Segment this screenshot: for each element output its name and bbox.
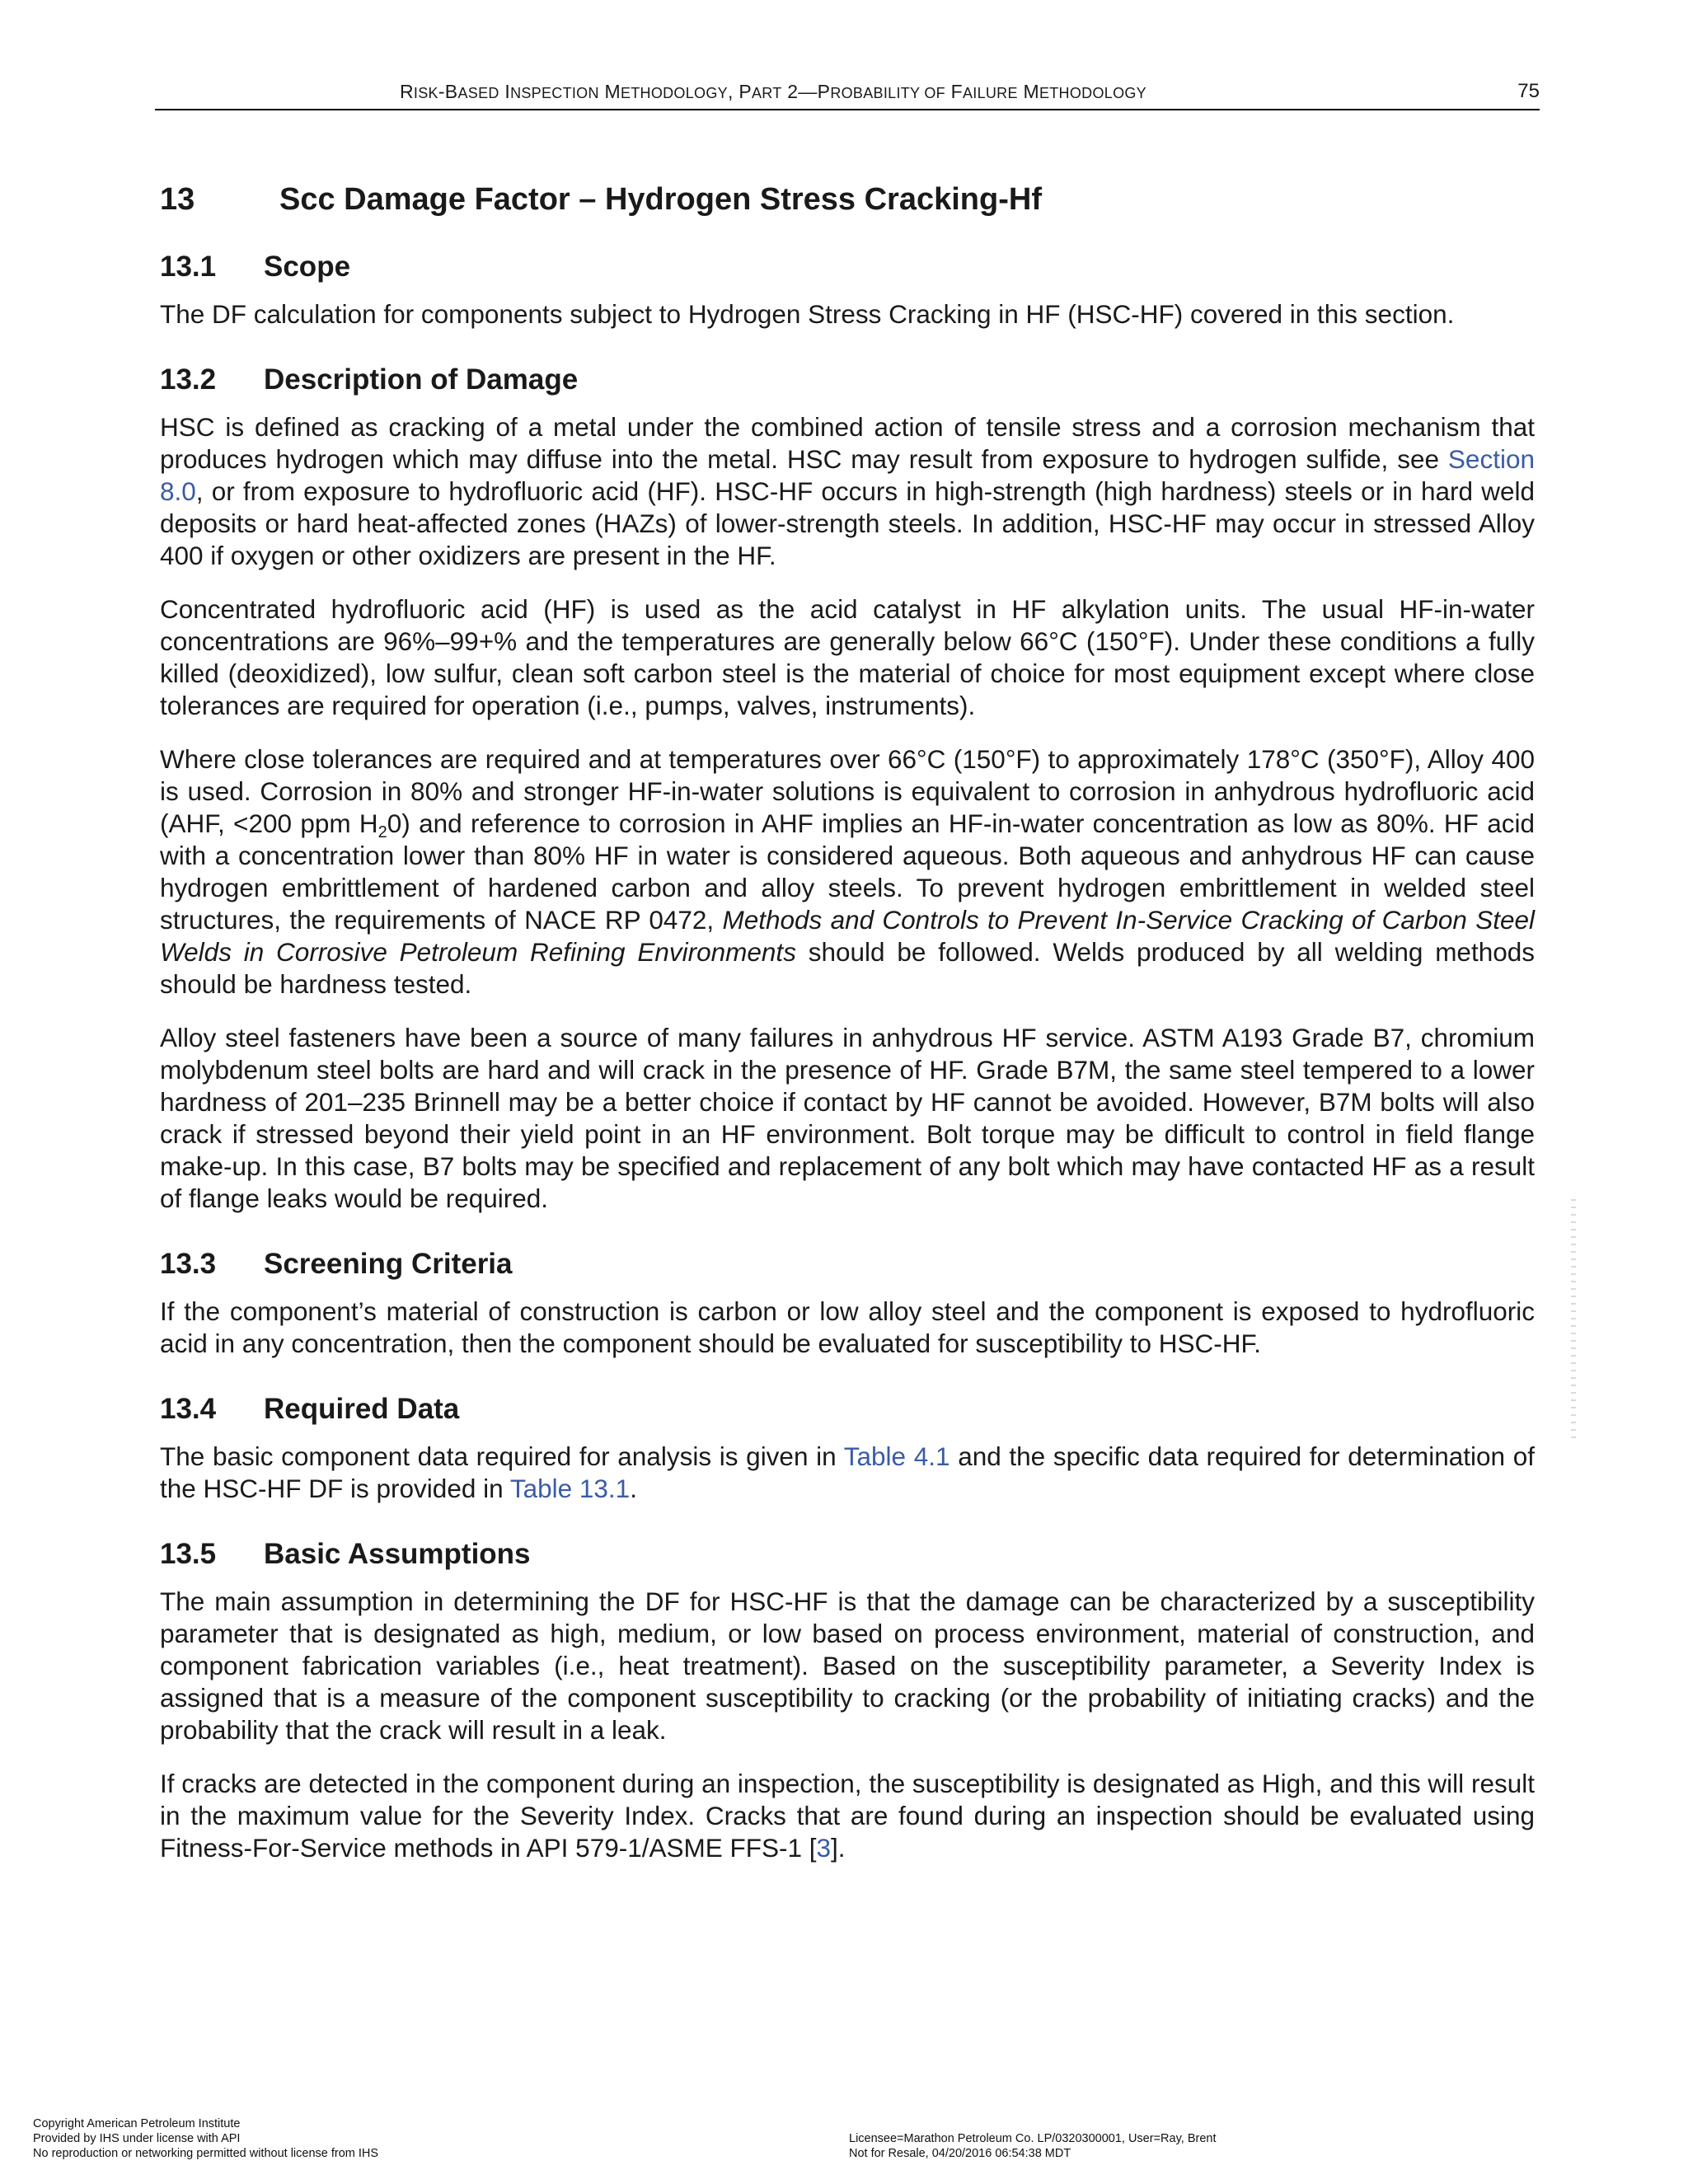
running-header bbox=[155, 79, 1540, 110]
assumptions-paragraph-2: If cracks are detected in the component during an inspection, the susceptibility is designated as High, and this will result in the maximum value for the Severity Index. Cracks that are found during an inspection should be evaluated using Fitness-For-Service methods in API 579-1/ASME FFS-1 [3]. bbox=[160, 1769, 1535, 1863]
subsection-title: Required Data bbox=[264, 1393, 460, 1425]
nace-document-title: Methods and Controls to Prevent In-Service Cracking of Carbon Steel Welds in Corrosive Petroleum Refining Environments bbox=[160, 905, 1535, 967]
description-paragraph-1: HSC is defined as cracking of a metal under the combined action of tensile stress and a corrosion mechanism that produces hydrogen which may diffuse into the metal. HSC may result from exposure to hydrogen sulfide, see Section 8.0, or from exposure to hydrofluoric acid (HF). HSC-HF occurs in high-strength (high hardness) steels or in hard weld deposits or hard heat-affected zones (HAZs) of lower-strength steels. In addition, HSC-HF may occur in stressed Alloy 400 if oxygen or other oxidizers are present in the HF. bbox=[160, 412, 1535, 570]
scope-paragraph: The DF calculation for components subject to Hydrogen Stress Cracking in HF (HSC-HF) covered in this section. bbox=[160, 299, 1455, 329]
subsection-number: 13.4 bbox=[160, 1393, 217, 1425]
assumptions-paragraph-1: The main assumption in determining the DF for HSC-HF is that the damage can be characterized by a susceptibility parameter that is designated as high, medium, or low based on process environment, material of construction, and component fabrication variables (i.e., heat treatment). Based on the susceptibility parameter, a Severity Index is assigned that is a measure of the component susceptibility to cracking (or the probability of initiating cracks) and the probability that the crack will result in a leak. bbox=[160, 1586, 1535, 1745]
margin-scan-marks bbox=[1571, 1199, 1576, 1438]
subsection-number: 13.1 bbox=[160, 251, 217, 283]
subsection-title: Description of Damage bbox=[264, 363, 579, 396]
required-data-paragraph: The basic component data required for analysis is given in Table 4.1 and the specific data required for determination of the HSC-HF DF is provided in Table 13.1. bbox=[160, 1441, 1535, 1503]
header-title: RISK-BASED INSPECTION METHODOLOGY, PART 2—PROBABILITY OF FAILURE METHODOLOGY bbox=[400, 81, 1146, 102]
table-13-1-link[interactable]: Table 13.1 bbox=[509, 1474, 631, 1503]
section-title: Scc Damage Factor – Hydrogen Stress Cracking-Hf bbox=[279, 182, 1042, 217]
section-heading bbox=[160, 180, 1535, 219]
subsection-number: 13.2 bbox=[160, 363, 217, 396]
screening-paragraph: If the component’s material of construction is carbon or low alloy steel and the component is exposed to hydrofluoric acid in any concentration, then the component should be evaluated for susceptibility to HSC-HF. bbox=[160, 1296, 1535, 1358]
page-number: 75 bbox=[1517, 80, 1540, 102]
subsection-heading-description bbox=[160, 362, 1535, 398]
subsection-title: Screening Criteria bbox=[264, 1248, 513, 1280]
footer-license: Licensee=Marathon Petroleum Co. LP/0320300001, User=Ray, Brent Not for Resale, 04/20/2016 06:54:38 MDT bbox=[849, 2132, 1217, 2160]
subsection-heading-required-data bbox=[160, 1391, 1535, 1427]
subsection-number: 13.3 bbox=[160, 1248, 217, 1280]
section-8-link[interactable]: Section 8.0 bbox=[160, 444, 1535, 506]
description-paragraph-4: Alloy steel fasteners have been a source of many failures in anhydrous HF service. ASTM A193 Grade B7, chromium molybdenum steel bolts are hard and will crack in the presence of HF. Grade B7M, the same steel tempered to a lower hardness of 201–235 Brinnell may be a better choice if contact by HF cannot be avoided. However, B7M bolts will also crack if stressed beyond their yield point in an HF environment. Bolt torque may be difficult to control in field flange make-up. In this case, B7 bolts may be specified and replacement of any bolt which may have contacted HF as a result of flange leaks would be required. bbox=[160, 1023, 1535, 1213]
subsection-title: Scope bbox=[264, 251, 351, 283]
section-number: 13 bbox=[160, 182, 195, 217]
table-4-1-link[interactable]: Table 4.1 bbox=[843, 1441, 950, 1471]
subsection-heading-screening bbox=[160, 1246, 1535, 1282]
page-content bbox=[160, 180, 1535, 1886]
reference-3-link[interactable]: 3 bbox=[816, 1833, 832, 1863]
subsection-heading-scope bbox=[160, 249, 1535, 285]
footer-copyright: Copyright American Petroleum Institute Provided by IHS under license with API No reproduction or networking permitted without license from IHS bbox=[33, 2117, 379, 2160]
subsection-number: 13.5 bbox=[160, 1538, 217, 1570]
subsection-heading-assumptions bbox=[160, 1536, 1535, 1572]
description-paragraph-2: Concentrated hydrofluoric acid (HF) is used as the acid catalyst in HF alkylation units. The usual HF-in-water concentrations are 96%–99+% and the temperatures are generally below 66°C (150°F). Under these conditions a fully killed (deoxidized), low sulfur, clean soft carbon steel is the material of choice for most equipment except where close tolerances are required for operation (i.e., pumps, valves, instruments). bbox=[160, 594, 1535, 720]
description-paragraph-3: Where close tolerances are required and at temperatures over 66°C (150°F) to approximately 178°C (350°F), Alloy 400 is used. Corrosion in 80% and stronger HF-in-water solutions is equivalent to corrosion in anhydrous hydrofluoric acid (AHF, <200 ppm $H_20$) and reference to corrosion in AHF implies an HF-in-water concentration as low as 80%. HF acid with a concentration lower than 80% HF in water is considered aqueous. Both aqueous and anhydrous HF can cause hydrogen embrittlement of hardened carbon and alloy steels. To prevent hydrogen embrittlement in welded steel structures, the requirements of NACE RP 0472, Methods and Controls to Prevent In-Service Cracking of Carbon Steel Welds in Corrosive Petroleum Refining Environments should be followed. Welds produced by all welding methods should be hardness tested. bbox=[160, 744, 1536, 999]
subsection-title: Basic Assumptions bbox=[264, 1538, 531, 1570]
